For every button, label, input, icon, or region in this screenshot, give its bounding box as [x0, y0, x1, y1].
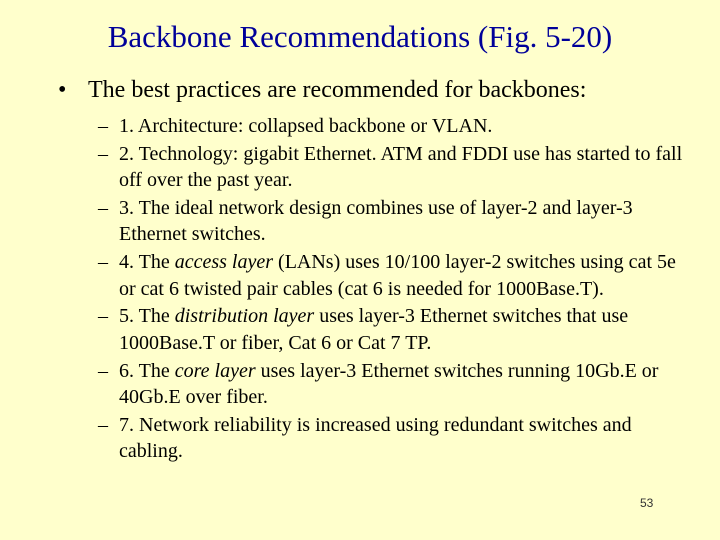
list-item: [98, 358, 683, 411]
dash-bullet-icon: –: [98, 197, 108, 220]
dash-bullet-icon: –: [98, 251, 108, 274]
dash-bullet-icon: –: [98, 115, 108, 137]
item-text-post: uses layer-3 Ethernet switches running 10Gb.E or 40Gb.E over fiber.: [119, 359, 659, 408]
page-number: 53: [640, 496, 654, 510]
dash-bullet-icon: –: [98, 359, 108, 382]
list-item: [98, 195, 683, 248]
dash-bullet-icon: –: [98, 413, 108, 436]
slide-title: Backbone Recommendations (Fig. 5-20): [107, 19, 613, 54]
item-text-post: uses layer-3 Ethernet switches that use 1000Base.T or fiber, Cat 6 or Cat 7 TP.: [119, 305, 629, 354]
main-bullet: [58, 76, 708, 105]
dash-bullet-icon: –: [98, 142, 108, 165]
item-text-post: (LANs) uses 10/100 layer-2 switches using cat 5e or cat 6 twisted pair cables (cat 6 is needed for 1000Base.T).: [119, 251, 676, 300]
recommendation-list: [98, 113, 683, 466]
list-item: [98, 412, 683, 465]
list-item: [98, 113, 683, 139]
dash-bullet-icon: –: [98, 305, 108, 328]
item-text-pre: 2. Technology: gigabit Ethernet. ATM and FDDI use has started to fall off over the past year.: [119, 142, 683, 192]
item-text-pre: 6. The: [119, 359, 175, 382]
item-text-pre: 5. The: [119, 305, 175, 328]
list-item: [98, 141, 683, 194]
item-text-pre: 4. The: [119, 251, 175, 274]
item-text-emphasis: distribution layer: [174, 305, 315, 328]
list-item: [98, 303, 683, 356]
item-text-emphasis: access layer: [174, 251, 274, 274]
main-bullet-text: The best practices are recommended for backbones:: [88, 77, 587, 103]
item-text-pre: 1. Architecture: collapsed backbone or VLAN.: [119, 115, 493, 137]
bullet-dot-icon: •: [58, 77, 67, 103]
list-item: [98, 249, 683, 302]
item-text-pre: 7. Network reliability is increased using redundant switches and cabling.: [119, 413, 632, 463]
item-text-emphasis: core layer: [174, 359, 256, 382]
item-text-pre: 3. The ideal network design combines use of layer-2 and layer-3 Ethernet switches.: [119, 197, 633, 246]
